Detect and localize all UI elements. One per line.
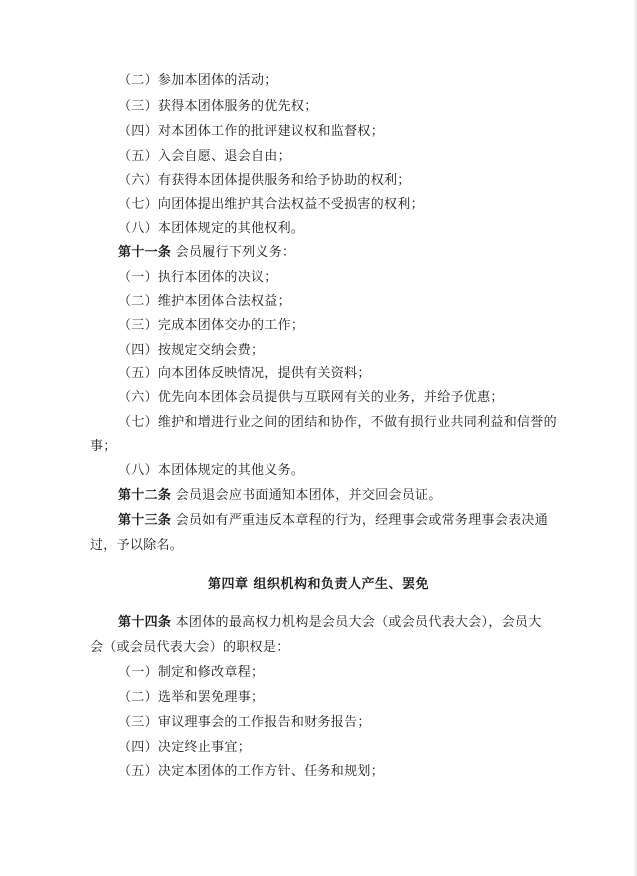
rights-item-5: （五）入会自愿、退会自由；: [118, 149, 291, 164]
duty-item-8: （八）本团体规定的其他义务。: [118, 463, 305, 478]
duty-item-1: （一）执行本团体的决议；: [118, 270, 278, 285]
rights-item-8: （八）本团体规定的其他权利。: [118, 221, 305, 236]
duty-item-7-text: （七）维护和增进行业之间的团结和协作，不做有损行业共同利益和信誉的: [118, 415, 557, 430]
article-11-text: 会员履行下列义务：: [171, 245, 296, 260]
article-14: [118, 615, 542, 631]
article-12-text: 会员退会应书面通知本团体，并交回会员证。: [171, 488, 442, 503]
article-14-text-2: 会（或会员代表大会）的职权是：: [90, 640, 290, 655]
article-13-label: 第十三条: [118, 513, 172, 528]
rights-item-2: （二）参加本团体的活动；: [118, 73, 278, 88]
duty-item-2: （二）维护本团体合法权益；: [118, 294, 291, 309]
power-item-5: （五）决定本团体的工作方针、任务和规划；: [118, 764, 385, 779]
power-item-4: （四）决定终止事宜；: [118, 740, 252, 755]
duty-item-4: （四）按规定交纳会费；: [118, 343, 265, 358]
chapter-4-title: 第四章 组织机构和负责人产生、罢免: [207, 577, 430, 592]
rights-item-6: （六）有获得本团体提供服务和给予协助的权利；: [118, 173, 411, 188]
article-12: [118, 488, 442, 504]
duty-item-6: （六）优先向本团体会员提供与互联网有关的业务，并给予优惠；: [118, 390, 504, 405]
power-item-2: （二）选举和罢免理事；: [118, 690, 265, 705]
article-13: [118, 513, 549, 529]
article-13-line-1: [118, 513, 549, 529]
article-13-text-1: 会员如有严重违反本章程的行为，经理事会或常务理事会表决通: [171, 513, 549, 528]
article-13-text-2: 过，予以除名。: [90, 538, 184, 553]
article-14-text-1: 本团体的最高权力机构是会员大会（或会员代表大会），会员大: [171, 615, 542, 630]
power-item-1: （一）制定和修改章程；: [118, 665, 265, 680]
duty-item-3: （三）完成本团体交办的工作；: [118, 318, 305, 333]
rights-item-3: （三）获得本团体服务的优先权；: [118, 99, 318, 114]
power-item-3: （三）审议理事会的工作报告和财务报告；: [118, 715, 371, 730]
article-14-line-1: [118, 615, 542, 631]
duty-item-7: [118, 415, 557, 431]
article-12-label: 第十二条: [118, 488, 172, 503]
article-11-label: 第十一条: [118, 245, 172, 260]
duty-item-7-cont: 事；: [90, 439, 117, 454]
rights-item-7: （七）向团体提出维护其合法权益不受损害的权利；: [118, 197, 424, 212]
article-14-label: 第十四条: [118, 615, 172, 630]
rights-item-4: （四）对本团体工作的批评建议权和监督权；: [118, 124, 385, 139]
duty-item-5: （五）向本团体反映情况，提供有关资料；: [118, 366, 371, 381]
article-11: [118, 245, 295, 261]
